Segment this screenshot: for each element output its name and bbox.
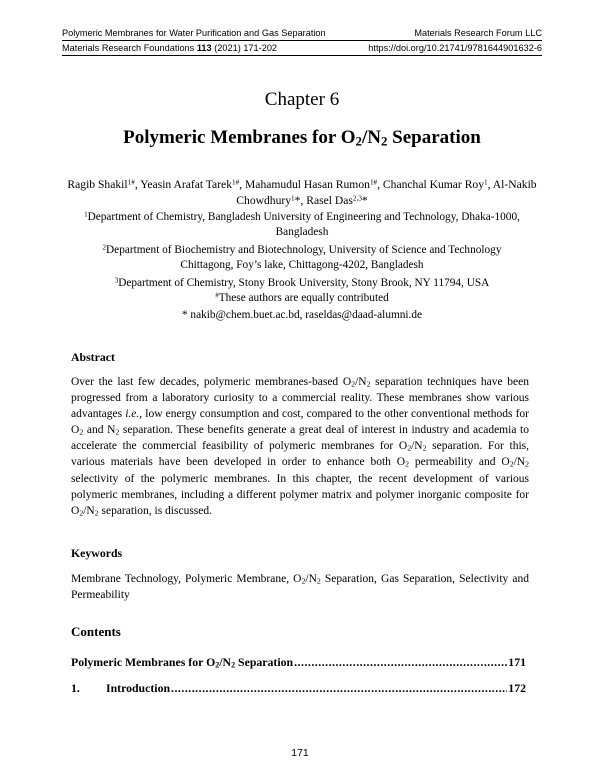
toc-leader <box>294 655 507 670</box>
abstract-text: Over the last few decades, polymeric membranes-based $O_2/N_2$ separation techniques have been progressed from a laboratory curiosity to a commercial reality. These membranes show various advantages i.e., low energy consumption and cost, compared to the other conventional methods for $O_2$ and $N_2$ separation. These benefits generate a great deal of interest in industry and academia to accelerate the commercial feasibility of polymeric membranes for $O_2/N_2$ separation. For this, various materials have been developed in order to enhance both $O_2$ permeability and $O_2/N_2$ selectivity of the polymeric membranes. In this chapter, the recent development of various polymeric membranes, including a different polymer matrix and polymer inorganic composite for $O_2/N_2$ separation, is discussed. <box>71 376 529 518</box>
toc-entry-label: Introduction <box>106 681 171 695</box>
equal-contribution-note: #These authors are equally contributed <box>215 291 389 304</box>
book-title: Polymeric Membranes for Water Purification and Gas Separation <box>62 28 326 38</box>
author: Chanchal Kumar Roy$^1$, <box>382 178 493 191</box>
header-rule-bottom <box>62 55 542 56</box>
author: Yeasin Arafat Tarek$^{1\#}$, <box>140 178 245 191</box>
keywords-heading: Keywords <box>71 546 123 560</box>
running-header-line-2 <box>62 43 542 53</box>
toc-leader <box>171 681 507 696</box>
contents-heading: Contents <box>71 624 121 639</box>
author: Rasel Das$^{2,3}$* <box>306 193 368 207</box>
toc-entry[interactable] <box>71 681 526 696</box>
toc-section-number: 1. <box>71 681 80 695</box>
series-citation: Materials Research Foundations 113 (2021) 171-202 <box>62 43 278 53</box>
toc-entry[interactable] <box>71 655 526 670</box>
toc-entry-label: Polymeric Membranes for $O_2/N_2$ Separation <box>71 655 294 670</box>
abstract-heading: Abstract <box>71 350 115 364</box>
running-header-line-1 <box>62 28 542 38</box>
header-rule-top <box>62 40 542 41</box>
toc-page-number: 172 <box>508 681 526 695</box>
author: Al-Nakib Chowdhury$^1$*, <box>236 178 537 207</box>
affiliation-1: $^1$Department of Chemistry, Bangladesh University of Engineering and Technology, Dhaka-1000, Bangladesh <box>84 210 520 239</box>
corresponding-emails[interactable]: * nakib@chem.buet.ac.bd, raseldas@daad-alumni.de <box>181 309 423 321</box>
affiliation-3: $^3$Department of Chemistry, Stony Brook University, Stony Brook, NY 11794, USA <box>114 276 490 289</box>
author-list <box>66 177 538 208</box>
keywords-text: Membrane Technology, Polymeric Membrane, $O_2/N_2$ Separation, Gas Separation, Selectivity and Permeability <box>71 573 529 602</box>
volume-number: 113 <box>196 43 212 53</box>
toc-page-number: 171 <box>508 655 526 669</box>
doi-link[interactable]: https://doi.org/10.21741/9781644901632-6 <box>368 43 542 53</box>
chapter-label: Chapter 6 <box>264 89 340 110</box>
chapter-title: Polymeric Membranes for $O_2/N_2$ Separation <box>123 127 481 149</box>
author: Ragib Shakil$^{1\#}$, <box>67 178 141 191</box>
publisher: Materials Research Forum LLC <box>414 28 542 38</box>
page-number: 171 <box>291 747 309 759</box>
affiliation-2: $^2$Department of Biochemistry and Biotechnology, University of Science and Technology Chittagong, Foy’s lake, Chittagong-4202, Bangladesh <box>102 243 502 272</box>
author: Mahamudul Hasan Rumon$^{1\#}$, <box>244 178 383 191</box>
